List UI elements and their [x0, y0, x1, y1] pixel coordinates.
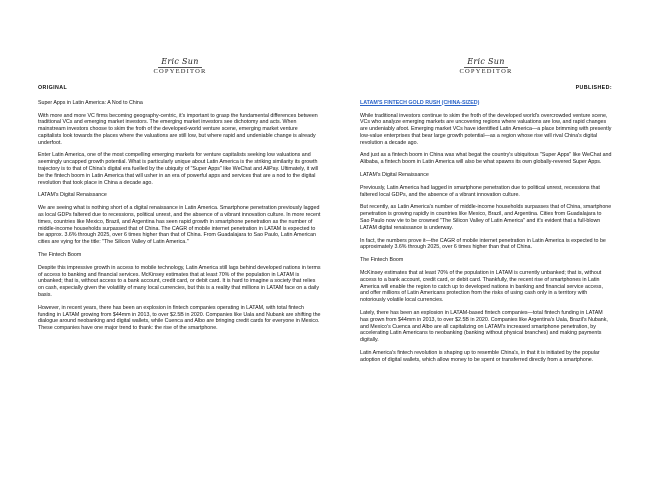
- section-heading: LATAM's Digital Renaissance: [38, 192, 107, 199]
- paragraph: Latin America's fintech revolution is shaping up to resemble China's, in that it is initiated by the popular adoption of digital wallets, which allow money to be spent or transferred directly from a smartphone.: [360, 350, 600, 363]
- section-heading: The Fintech Boom: [360, 257, 404, 264]
- published-heading: PUBLISHED:: [575, 84, 612, 91]
- paragraph: While traditional investors continue to skim the froth of the developed world's overcrowded venture scene, VCs who analyze emerging markets are uncovering regions where valuations are low, and rapid changes are undeniably afoot. Emerging market VCs have identified Latin America—a place brimming with presently low-value enterprises that bear large growth potential—as a region whose rise will rival China's digital revolution a decade ago.: [360, 112, 612, 146]
- published-page: [360, 0, 612, 502]
- brand-logo: [360, 58, 612, 76]
- original-page: [38, 0, 322, 502]
- paragraph: Enter Latin America, one of the most compelling emerging markets for venture capitalists seeking low valuations and seemingly uncapped growth potential. What is particularly unique about Latin America is the striking similarity its growth trajectory is to that of China's digital era fuelled by the ubiquity of "Super Apps" like WeChat and AliPay. Ultimately, it will be the fintech boom in Latin America that will usher in an era of powerful apps and services that are a nod to the digital revolution that took place in China a decade ago.: [38, 152, 319, 186]
- paragraph: Lately, there has been an explosion in LATAM-based fintech companies—total fintech funding in LATAM has grown from $44mm in 2013, to over $2.5B in 2020. Companies like Argentina's Uala, Brazil's Nubank, and Mexico's Cuenca and Albo are all capitalizing on LATAM's increased smartphone penetration, by accelerating Latin Americans to neobanking (banking without physical branches) and making payments digitally.: [360, 310, 608, 344]
- paragraph: Despite this impressive growth in access to mobile technology, Latin America still lags behind developed nations in terms of access to banking and financial services. McKinsey estimates that at least 70% of the population in LATAM is unbanked; that is, without access to a bank account, credit card, or debit card. It is hard to imagine a society that relies on cash, especially given the volatility of many local currencies, but this is a reality that millions in LATAM face on a daily basis.: [38, 264, 321, 299]
- original-body: [38, 113, 322, 333]
- paragraph: McKinsey estimates that at least 70% of the population in LATAM is currently unbanked; that is, without access to a bank account, credit card, or debit card. Thankfully, the recent rise of smartphones in Latin America will enable the region to catch up to developed nations in banking and financial service access, and offer millions of Latin Americans protection from the risks of using cash only in a territory with notoriously volatile local currencies.: [360, 270, 603, 304]
- paragraph: Previously, Latin America had lagged in smartphone penetration due to political unrest, recessions that faltered local GDPs, and the absence of a vibrant innovation culture.: [360, 184, 600, 198]
- paragraph: However, in recent years, there has been an explosion in fintech companies operating in LATAM, with total fintech funding in LATAM growing from $44mm in 2013, to over $2.5B in 2020. Companies like Uala and Nubank are shifting the dialogue around neobanking and digital wallets, while Cuenca and Albo are bringing credit cards for everyone in Mexico. These companies have one major trend to thank: the rise of the smartphone.: [38, 304, 321, 332]
- brand-subtitle: COPYEDITOR: [153, 68, 207, 75]
- paragraph: And just as a fintech boom in China was what begat the country's ubiquitous "Super Apps" like WeChat and Alibaba, a fintech boom in Latin America will also be what spawns its own globally-revered Super Apps.: [360, 152, 612, 166]
- brand-name: Eric Sun: [467, 57, 505, 66]
- original-title: Super Apps in Latin America: A Nod to China: [38, 99, 143, 106]
- section-heading: The Fintech Boom: [38, 252, 82, 259]
- brand-logo: [38, 58, 322, 76]
- paragraph: With more and more VC firms becoming geography-centric, it's important to grasp the fundamental differences between traditional VCs and emerging market investors. The emerging market investors see dichotomy and acts. When mainstream investors choose to skim the froth of the developed-world venture scene, emerging market venture capitalists look towards the places where the valuations are still low, but where rapid and undeniable change is already underfoot.: [38, 112, 318, 146]
- original-heading: ORIGINAL: [38, 84, 68, 91]
- paragraph: In fact, the numbers prove it—the CAGR of mobile internet penetration in Latin America is expected to be approximately 3.6% through 2025, over 6 times higher than that of China.: [360, 237, 606, 251]
- brand-subtitle: COPYEDITOR: [459, 68, 513, 75]
- published-body: [360, 113, 612, 364]
- published-title-link[interactable]: LATAM'S FINTECH GOLD RUSH (CHINA-SIZED): [360, 99, 480, 106]
- brand-name: Eric Sun: [161, 57, 199, 66]
- paragraph: We are seeing what is nothing short of a digital renaissance in Latin America. Smartphone penetration previously lagged as local GDPs faltered due to recessions, political unrest, and the absence of a vibrant innovation culture. In more recent times, countries like Mexico, Brazil, and Argentina has seen rapid growth in smartphone penetration as the number of middle-income households surpassed that of China. The CAGR of mobile internet penetration in LATAM is expected to be approx. 3.6% through 2025, over 6 times higher than that of China. From Guadalajara to Sao Paulo, Latin American cities are vying for the title: "The Silicon Valley of Latin America.": [38, 205, 321, 246]
- paragraph: But recently, as Latin America's number of middle-income households surpasses that of China, smartphone penetration is growing rapidly in countries like Mexico, Brazil, and Argentina. Cities from Guadalajara to Sao Paulo now vie to be crowned "The Silicon Valley of Latin America" and it's evident that a full-blown LATAM digital renaissance is underway.: [360, 204, 612, 231]
- section-heading: LATAM's Digital Renaissance: [360, 172, 429, 179]
